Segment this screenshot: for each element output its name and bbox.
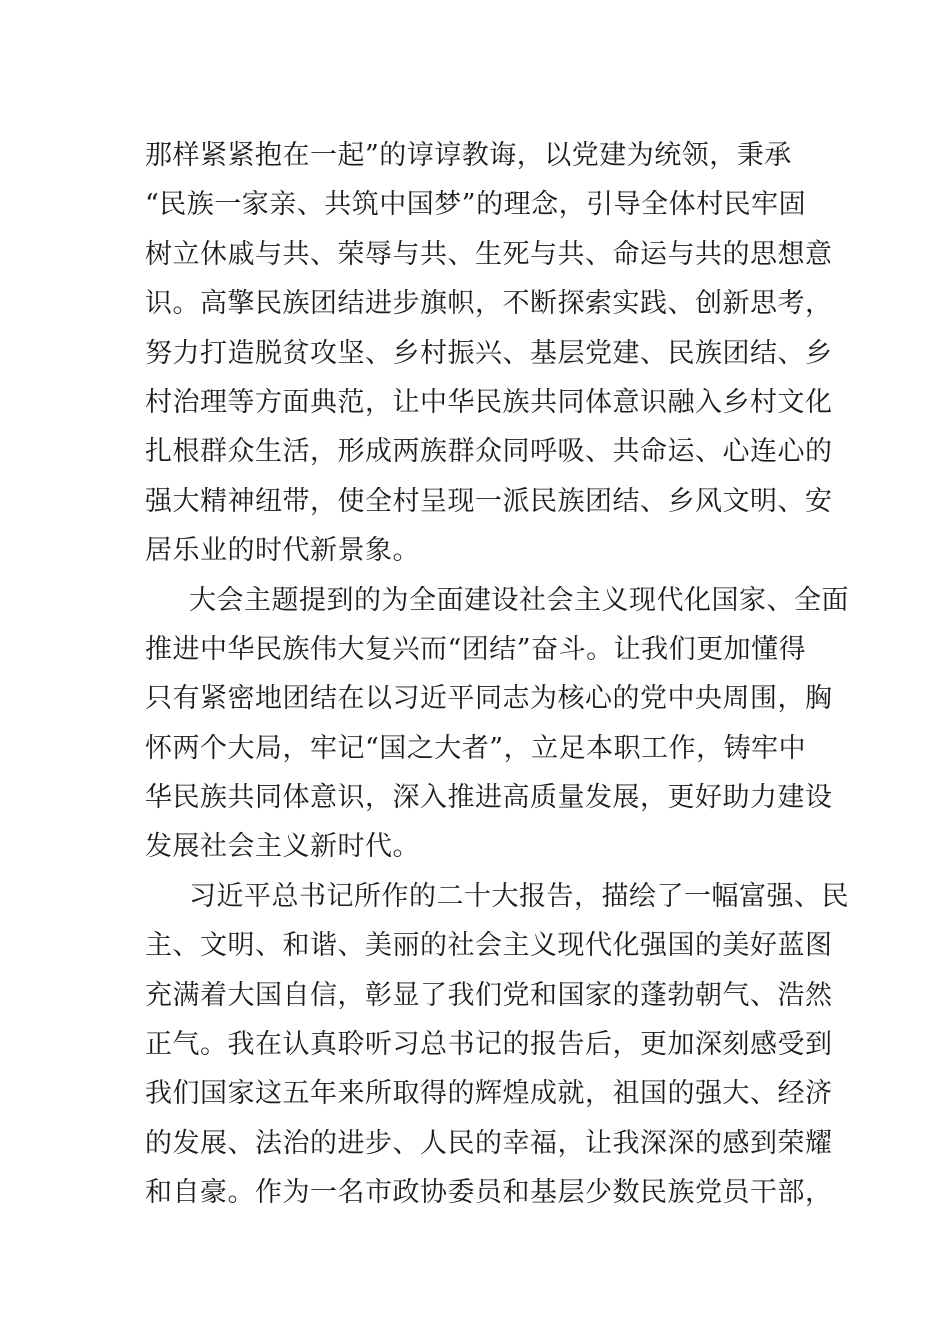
paragraph-3-line-3: 充满着大国自信，彰显了我们党和国家的蓬勃朝气、浩然	[145, 979, 833, 1011]
paragraph-1-line-9: 居乐业的时代新景象。	[145, 535, 420, 567]
paragraph-1-line-3: 树立休戚与共、荣辱与共、生死与共、命运与共的思想意	[145, 238, 833, 270]
paragraph-3-line-6: 的发展、法治的进步、人民的幸福，让我深深的感到荣耀	[145, 1127, 833, 1159]
paragraph-2-line-6: 发展社会主义新时代。	[145, 831, 420, 863]
paragraph-1-line-4: 识。高擎民族团结进步旗帜，不断探索实践、创新思考，	[145, 288, 833, 320]
body-text	[145, 131, 849, 1218]
paragraph-1-line-8: 强大精神纽带，使全村呈现一派民族团结、乡风文明、安	[145, 485, 833, 517]
paragraph-1-line-7: 扎根群众生活，形成两族群众同呼吸、共命运、心连心的	[145, 436, 833, 468]
paragraph-3-line-5: 我们国家这五年来所取得的辉煌成就，祖国的强大、经济	[145, 1078, 833, 1110]
paragraph-1-line-6: 村治理等方面典范，让中华民族共同体意识融入乡村文化	[145, 386, 833, 418]
paragraph-3-line-7: 和自豪。作为一名市政协委员和基层少数民族党员干部，	[145, 1177, 833, 1209]
paragraph-2-line-3: 只有紧密地团结在以习近平同志为核心的党中央周围，胸	[145, 683, 833, 715]
paragraph-1-line-5: 努力打造脱贫攻坚、乡村振兴、基层党建、民族团结、乡	[145, 337, 833, 369]
paragraph-3-line-4: 正气。我在认真聆听习总书记的报告后，更加深刻感受到	[145, 1029, 833, 1061]
paragraph-2-line-5: 华民族共同体意识，深入推进高质量发展，更好助力建设	[145, 782, 833, 814]
paragraph-2-line-4: 怀两个大局，牢记“国之大者”，立足本职工作，铸牢中	[145, 732, 807, 764]
paragraph-1-line-2: “民族一家亲、共筑中国梦”的理念，引导全体村民牢固	[145, 189, 807, 221]
paragraph-3-line-2: 主、文明、和谐、美丽的社会主义现代化强国的美好蓝图	[145, 930, 833, 962]
paragraph-2-line-2: 推进中华民族伟大复兴而“团结”奋斗。让我们更加懂得	[145, 633, 807, 665]
paragraph-3-line-1: 习近平总书记所作的二十大报告，描绘了一幅富强、民	[189, 880, 849, 912]
paragraph-1-line-1: 那样紧紧抱在一起”的谆谆教诲，以党建为统领，秉承	[145, 140, 792, 171]
paragraph-2-line-1: 大会主题提到的为全面建设社会主义现代化国家、全面	[189, 584, 849, 616]
